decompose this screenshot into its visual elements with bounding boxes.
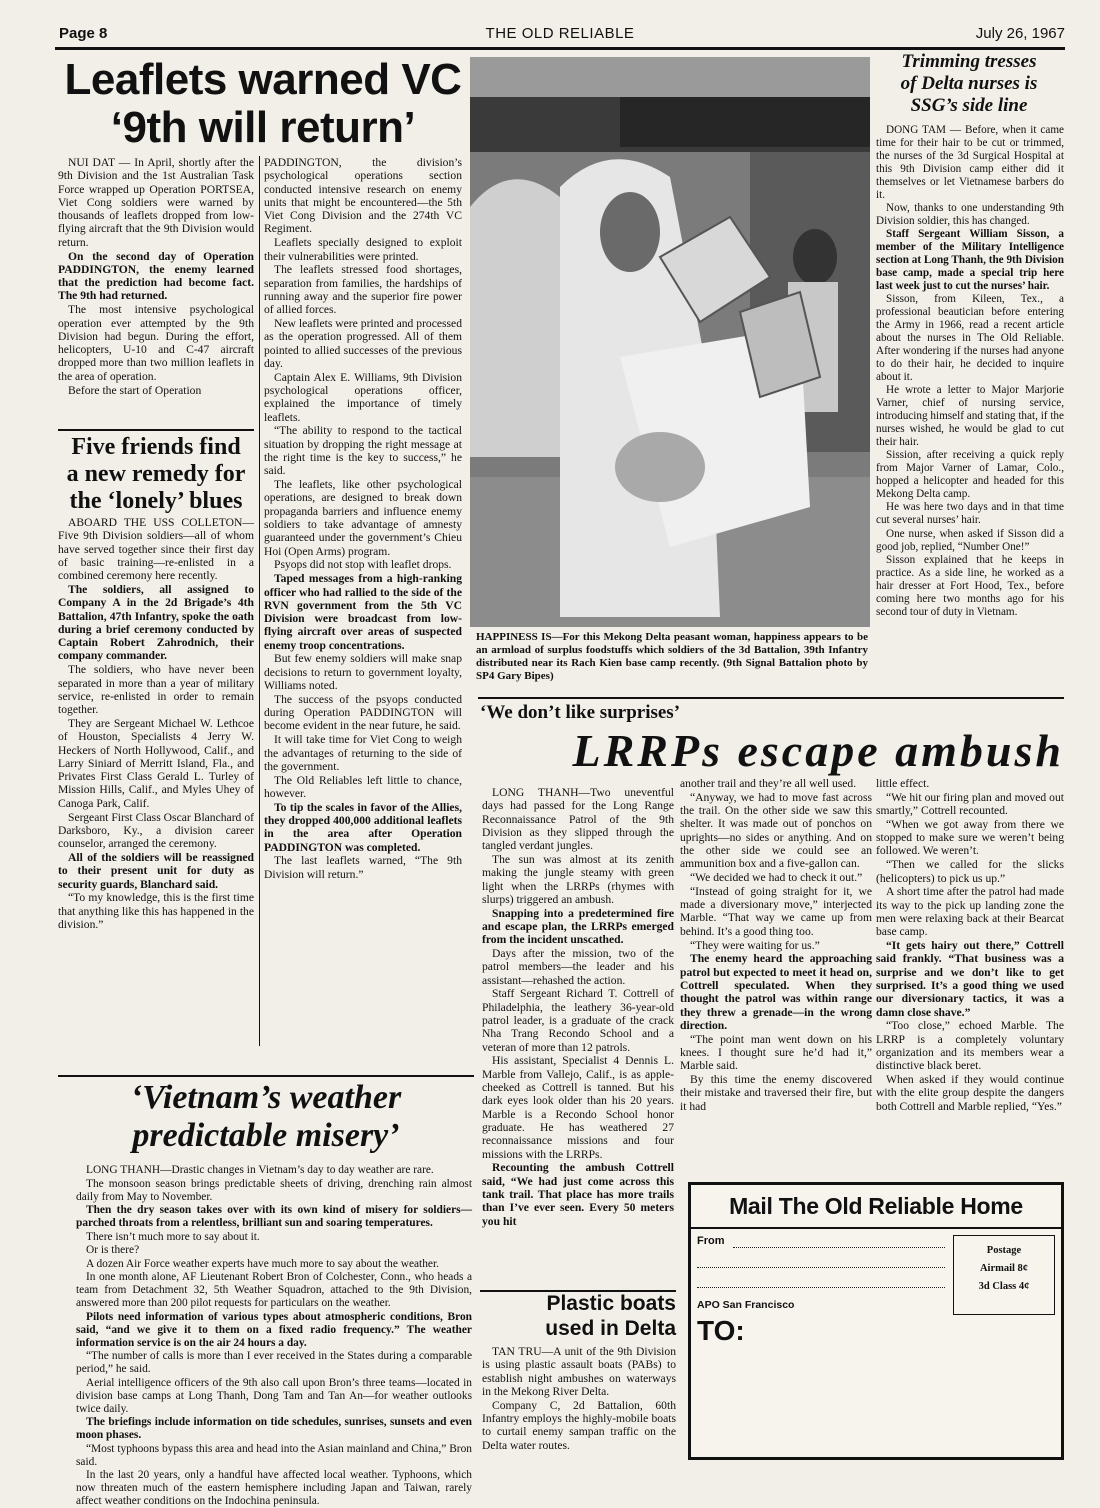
masthead [55,25,1065,49]
article-paragraph: Pilots need information of various types about atmospheric conditions, Bron said, “and we give it to them on a fixed radio frequency.” The weather information service is on the air 24 hours a day. [76,1310,472,1349]
article-paragraph: In the last 20 years, only a handful have affected local weather. Typhoons, which now threaten much of the eastern hemisphere including Japan and Taiwan, rarely affect weather conditions on the Indochina peninsula. [76,1469,472,1507]
article-paragraph: Recounting the ambush Cottrell said, “We had just come across this tank trail. That place has more trails than I’ve ever seen. Every 50 meters you hit [482,1161,674,1228]
photo-illustration [470,57,870,627]
article-paragraph: Then the dry season takes over with its own kind of misery for soldiers—parched throats from a relentless, brilliant sun and soaring temperatures. [76,1204,472,1229]
article-paragraph: “The ability to respond to the tactical situation by dropping the right message at the right time is the key to success,” he said. [264,424,462,478]
article-paragraph: “When we got away from there we stopped to make sure we weren’t being followed. We weren’t. [876,817,1064,858]
article-paragraph: “Anyway, we had to move fast across the trail. On the other side we saw this shelter. It was made out of ponchos on uprights—no sides or anything. And on the other side we could see an ammunition box and a five-gallon can. [680,790,872,871]
article-paragraph: Aerial intelligence officers of the 9th also call upon Bron’s three teams—located in division base camps at Long Thanh, Dong Tam and Tan An—for weather outlooks twice daily. [76,1376,472,1415]
article-paragraph: The leaflets stressed food shortages, separation from families, the hardships of running away and the superior fire power of allied forces. [264,263,462,317]
article-paragraph: The Old Reliables left little to chance, however. [264,773,462,800]
article-paragraph: By this time the enemy discovered their mistake and traversed their fire, but it had [680,1073,872,1113]
mail-home-coupon [688,1182,1064,1460]
article-paragraph: Now, thanks to one understanding 9th Division soldier, this has changed. [876,201,1064,227]
lrrp-column-2 [680,777,872,1172]
article-paragraph: “The point man went down on his knees. I thought sure he’d had it,” Marble said. [680,1032,872,1073]
article-paragraph: TAN TRU—A unit of the 9th Division is using plastic assault boats (PABs) to establish night ambushes on waterways in the Mekong River Delta. [482,1345,676,1398]
article-paragraph: Leaflets specially designed to exploit their vulnerabilities were printed. [264,236,462,263]
article-paragraph: “Instead of going straight for it, we made a diversionary move,” interjected Marble. “That way we came up from behind. It’s a good thing too. [680,884,872,938]
article-paragraph: There isn’t much more to say about it. [86,1230,260,1243]
article-paragraph: The monsoon season brings predictable sheets of driving, drenching rain almost daily from May to November. [76,1177,472,1203]
article-paragraph: In one month alone, AF Lieutenant Robert Bron of Colchester, Conn., who heads a team from Detachment 32, 5th Weather Squadron, attached to the 9th Division, answered more than 200 pilot requests for particulars on the weather. [76,1271,472,1309]
article-paragraph: Sisson explained that he keeps in practice. As a side line, he worked as a hair dresser at Fort Hood, Tex., before coming here two months ago for his second tour of duty in Vietnam. [876,553,1064,618]
article-paragraph: A dozen Air Force weather experts have much more to say about the weather. [86,1257,439,1270]
trimming-headline-3: SSG’s side line [910,95,1028,116]
from-line[interactable] [697,1267,945,1268]
column-divider [259,156,260,1046]
leaflets-column-1 [58,156,254,428]
article-paragraph: The enemy heard the approaching patrol but expected to meet it head on, Cottrell speculated. When they thought the patrol was within range they threw a grenade—in the wrong direction. [680,952,872,1032]
friends-column [58,516,254,1046]
article-paragraph: They are Sergeant Michael W. Lethcoe of Houston, Specialists 4 Jerry W. Heckers of North Hollywood, Calif., and Larry Siniard of Merritt Island, Fla., and Privates First Class Gerald L. Turley of Mission Hills, Calif., and Myles Uhey of Canoga Park, Calif. [58,716,254,810]
friends-headline-3: the ‘lonely’ blues [69,488,243,514]
leaflets-column-2 [264,156,462,1044]
article-paragraph: PADDINGTON, the division’s psychological operations section conducted intensive research on enemy units that might be encountered—the 5th Viet Cong Division and the 274th VC Regiment. [264,156,462,236]
weather-headline-1: ‘Vietnam’s weather [130,1079,402,1116]
article-paragraph: Days after the mission, two of the patrol members—the leader and his assistant—rehashed the action. [482,947,674,987]
article-paragraph: LONG THANH—Two uneventful days had passed for the Long Range Reconnaissance Patrol of the 9th Division as they slipped through the tangled verdant jungles. [482,786,674,853]
article-paragraph: All of the soldiers will be reassigned to their present unit for duty as security guards, Blanchard said. [58,850,254,891]
article-paragraph: Or is there? [86,1244,140,1256]
postage-label: Postage [986,1245,1022,1256]
lrrp-column-1 [482,786,674,1228]
article-paragraph: “To my knowledge, this is the first time that anything like this has happened in the division.” [58,891,254,931]
page-number: Page 8 [59,25,108,42]
article-paragraph: The sun was almost at its zenith making the jungle steamy with green light when the LRRPs (rhymes with slurps) triggered an ambush. [482,852,674,906]
article-paragraph: DONG TAM — Before, when it came time for their hair to be cut or trimmed, the nurses of the 3d Surgical Hospital at this 9th Division camp either did it themselves or let Vietnamese barbers do it. [876,124,1064,201]
from-line[interactable] [697,1287,945,1288]
article-paragraph: “Most typhoons bypass this area and head into the Asian mainland and China,” Bron said. [76,1442,472,1468]
boats-headline-1: Plastic boats [546,1292,676,1315]
boats-column [482,1345,676,1470]
article-paragraph: “It gets hairy out there,” Cottrell said frankly. “That business was a surprise and we don’t like to get surprised. It’s a good thing we used our diversionary tactics, it was a damn close shave.” [876,939,1064,1019]
article-paragraph: Staff Sergeant William Sisson, a member of the Military Intelligence section at Long Thanh, the 9th Division base camp, made a special trip here last week just to cut the nurses’ hair. [876,228,1064,292]
peasant-woman-photo [470,57,870,627]
article-paragraph: But few enemy soldiers will make snap decisions to return to government loyalty, Williams noted. [264,652,462,693]
article-paragraph: One nurse, when asked if Sisson did a good job, replied, “Number One!” [876,527,1064,553]
article-paragraph: Sergeant First Class Oscar Blanchard of Darksboro, Ky., a division career counselor, arranged the ceremony. [58,810,254,851]
article-paragraph: LONG THANH—Drastic changes in Vietnam’s day to day weather are rare. [86,1164,434,1176]
article-paragraph: Sisson, from Kileen, Tex., a professional beautician before entering the Army in 1966, read a recent article about the nurses in The Old Reliable. After wondering if the nurses had anyone to do their hair, he decided to inquire about it. [876,293,1064,383]
article-paragraph: another trail and they’re all well used. [680,777,857,790]
article-paragraph: The briefings include information on tide schedules, sunrises, sunsets and even moon phases. [76,1416,472,1441]
article-paragraph: Sission, after receiving a quick reply from Major Varner of Lamar, Colo., hopped a helicopter and headed for this Mekong Delta camp. [876,449,1064,500]
postage-third-class: 3d Class 4¢ [978,1281,1030,1292]
article-paragraph: Staff Sergeant Richard T. Cottrell of Philadelphia, the leathery 36-year-old patrol leader, is a graduate of the crack Nha Trang Recondo School and a veteran of more than 12 patrols. [482,987,674,1054]
trimming-headline-2: of Delta nurses is [900,73,1038,94]
lrrp-headline: LRRPs escape ambush [572,725,1064,776]
weather-headline-2: predictable misery’ [132,1117,400,1154]
postage-airmail: Airmail 8¢ [979,1263,1029,1274]
lrrp-column-3 [876,777,1064,1172]
article-paragraph: Before the start of Operation [68,383,202,397]
from-line[interactable] [733,1247,945,1248]
leaflets-headline-2: ‘9th will return’ [110,103,416,152]
article-paragraph: Taped messages from a high-ranking officer who had rallied to the side of the RVN government from the 5th VC Division were broadcast from low-flying aircraft over areas of suspected enemy troop concentrations. [264,572,462,652]
article-paragraph: The last leaflets warned, “The 9th Division will return.” [264,854,462,881]
article-paragraph: The soldiers, who have never been separated in more than a year of military service, re-enlisted in order to remain together. [58,663,254,717]
section-rule [58,1075,474,1077]
boats-headline-2: used in Delta [545,1317,676,1340]
article-paragraph: “They were waiting for us.” [690,938,820,952]
article-paragraph: Snapping into a predetermined fire and escape plan, the LRRPs emerged from the incident unscathed. [482,906,674,947]
leaflets-headline-1: Leaflets warned VC [64,55,462,104]
article-paragraph: To tip the scales in favor of the Allies, they dropped 400,000 additional leaflets in the area after Operation PADDINGTON was completed. [264,800,462,854]
article-paragraph: A short time after the patrol had made its way to the pick up landing zone the men were relaxing back at their Bearcat base camp. [876,885,1064,939]
article-paragraph: The soldiers, all assigned to Company A in the 2d Brigade’s 4th Battalion, 47th Infantry, spoke the oath during a brief ceremony conducted by Captain Robert Zahrodnich, their company commander. [58,582,254,663]
photo-caption: HAPPINESS IS—For this Mekong Delta peasant woman, happiness appears to be an armload of surplus foodstuffs which soldiers of the 3d Battalion, 39th Infantry distributed near its Rach Kien base camp recently. (9th Signal Battalion photo by SP4 Gary Bipes) [476,631,868,682]
article-paragraph: “We decided we had to check it out.” [690,871,863,885]
article-paragraph: The most intensive psychological operation ever attempted by the 9th Division had begun. During the effort, helicopters, U-10 and C-47 aircraft dropped more than two million leaflets in the area of operation. [58,303,254,383]
lrrp-kicker: ‘We don’t like surprises’ [480,702,681,723]
friends-headline-1: Five friends find [71,434,241,460]
masthead-rule [55,47,1065,50]
article-paragraph: He was here two days and in that time cut several nurses’ hair. [876,501,1064,527]
article-paragraph: little effect. [876,777,930,790]
article-paragraph: New leaflets were printed and processed as the operation progressed. All of them pointed to allied successes of the previous day. [264,317,462,370]
article-paragraph: ABOARD THE USS COLLETON—Five 9th Division soldiers—all of whom have served together since their first day of basic training—re-enlisted in a combined ceremony here recently. [58,516,254,583]
article-paragraph: Company C, 2d Battalion, 60th Infantry employs the highly-mobile boats to curtail enemy sampan traffic on the Delta water routes. [482,1398,676,1452]
trimming-column [876,124,1064,694]
section-rule [478,697,1064,699]
friends-headline-2: a new remedy for [66,461,246,487]
article-paragraph: Captain Alex E. Williams, 9th Division psychological operations officer, explained the importance of timely leaflets. [264,370,462,424]
issue-date: July 26, 1967 [975,25,1065,42]
article-paragraph: Psyops did not stop with leaflet drops. [274,558,452,572]
to-label: TO: [697,1315,745,1346]
section-rule [58,429,254,431]
article-paragraph: On the second day of Operation PADDINGTON, the enemy learned that the prediction had become fact. The 9th had returned. [58,249,254,303]
from-label: From [697,1235,725,1247]
article-paragraph: “The number of calls is more than I ever received in the States during a comparable period,” he said. [76,1350,472,1375]
mail-rule [691,1227,1061,1229]
article-paragraph: The success of the psyops conducted during Operation PADDINGTON will become evident in the near future, he said. [264,692,462,733]
paper-name: THE OLD RELIABLE [485,25,635,42]
article-paragraph: “Then we called for the slicks (helicopters) to pick us up.” [876,858,1064,885]
article-paragraph: His assistant, Specialist 4 Dennis L. Marble from Vallejo, Calif., is as apple-cheeked as Cottrell is tanned. But his dark eyes look older than his 20 years. Marble is a Recondo School honor graduate. He has weathered 27 reconnaissance missions and four missions with the LRRPs. [482,1054,674,1161]
mail-title: Mail The Old Reliable Home [729,1193,1023,1219]
article-paragraph: When asked if they would continue with the elite group despite the dangers both Cottrell and Marble replied, “Yes.” [876,1073,1064,1113]
article-paragraph: He wrote a letter to Major Marjorie Varner, chief of nursing service, introducing himself and stating that, if the nurses wished, he would be glad to cut their hair. [876,384,1064,448]
postage-box [953,1235,1055,1315]
article-paragraph: It will take time for Viet Cong to weigh the advantages of returning to the side of the government. [264,733,462,773]
trimming-headline-1: Trimming tresses [901,51,1037,72]
article-paragraph: “We hit our firing plan and moved out smartly,” Cottrell recounted. [876,790,1064,818]
article-paragraph: “Too close,” echoed Marble. The LRRP is a completely voluntary organization and its members wear a distinctive black beret. [876,1019,1064,1073]
article-paragraph: The leaflets, like other psychological operations, are designed to break down propaganda barriers and influence enemy soldiers to take advantage of amnesty guaranteed under the government’s Chieu Hoi (Open Arms) program. [264,478,462,558]
weather-column [76,1164,472,1507]
article-paragraph: NUI DAT — In April, shortly after the 9th Division and the 1st Australian Task Force wrapped up Operation PORTSEA, Viet Cong soldiers were warned by thousands of leaflets dropped from low-flying aircraft that the 9th Division would return. [58,156,254,249]
apo-label: APO San Francisco [697,1299,795,1311]
